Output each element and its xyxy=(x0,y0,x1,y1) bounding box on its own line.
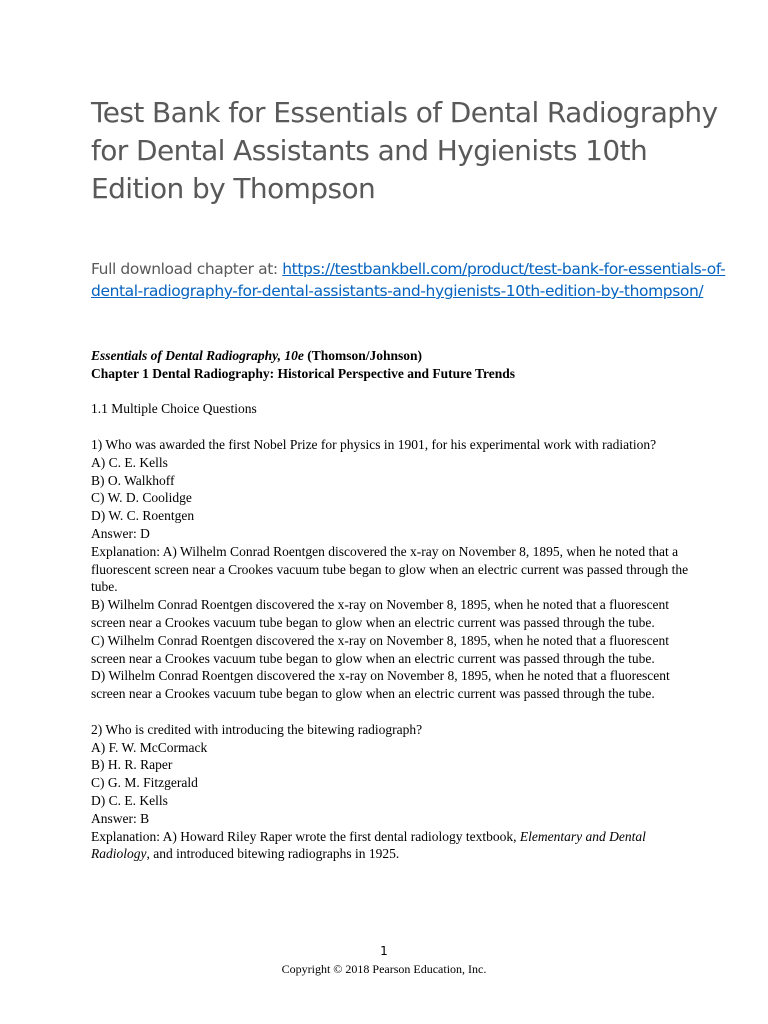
document-title: Test Bank for Essentials of Dental Radiography for Dental Assistants and Hygienists 10th Edition by Thompson xyxy=(91,96,718,205)
q1-explanation-c: C) Wilhelm Conrad Roentgen discovered the x-ray on November 8, 1895, when he noted that a fluorescent screen near a Crookes vacuum tube began to glow when an electric current was passed through the tube. xyxy=(91,632,670,666)
q2-option-a: A) F. W. McCormack xyxy=(91,739,208,755)
page-number: 1 xyxy=(380,944,388,958)
book-header xyxy=(91,347,691,365)
document-body xyxy=(91,347,691,863)
q2-explanation xyxy=(91,828,691,864)
q1-option-b: B) O. Walkhoff xyxy=(91,472,175,488)
chapter-heading: Chapter 1 Dental Radiography: Historical Perspective and Future Trends xyxy=(91,365,515,381)
q1-option-c: C) W. D. Coolidge xyxy=(91,490,192,506)
q1-option-d: D) W. C. Roentgen xyxy=(91,508,195,524)
q2-option-b: B) H. R. Raper xyxy=(91,757,173,773)
download-link[interactable]: https://testbankbell.com/product/test-bank-for-essentials-of-dental-radiography-for-dental-assistants-and-hygienists-10th-edition-by-thompson/ xyxy=(91,260,726,300)
q2-explanation-book-title: Elementary and Dental Radiology xyxy=(91,828,646,862)
book-title: Essentials of Dental Radiography, 10e xyxy=(91,348,304,363)
q2-explanation-post: , and introduced bitewing radiographs in 1925. xyxy=(146,846,400,862)
q1-explanation-d: D) Wilhelm Conrad Roentgen discovered the x-ray on November 8, 1895, when he noted that a fluorescent screen near a Crookes vacuum tube began to glow when an electric current was passed through the tube. xyxy=(91,668,670,702)
book-authors: (Thomson/Johnson) xyxy=(303,348,423,363)
q2-explanation-pre: Explanation: A) Howard Riley Raper wrote the first dental radiology textbook, xyxy=(91,828,520,844)
section-heading: 1.1 Multiple Choice Questions xyxy=(91,401,257,417)
copyright-notice: Copyright © 2018 Pearson Education, Inc. xyxy=(281,962,487,976)
q1-explanation-b: B) Wilhelm Conrad Roentgen discovered the x-ray on November 8, 1895, when he noted that a fluorescent screen near a Crookes vacuum tube began to glow when an electric current was passed through the tube. xyxy=(91,597,670,630)
q1-option-a: A) C. E. Kells xyxy=(91,454,168,470)
download-label: Full download chapter at: xyxy=(91,260,283,278)
q2-option-d: D) C. E. Kells xyxy=(91,792,168,808)
download-line xyxy=(91,258,731,302)
q1-answer: Answer: D xyxy=(91,525,150,541)
q1-explanation-a: Explanation: A) Wilhelm Conrad Roentgen discovered the x-ray on November 8, 1895, when he noted that a fluorescent screen near a Crookes vacuum tube began to glow when an electric current was passed through the tube. xyxy=(91,543,689,595)
question-1: 1) Who was awarded the first Nobel Prize for physics in 1901, for his experimental work with radiation? xyxy=(91,436,657,452)
question-2: 2) Who is credited with introducing the bitewing radiograph? xyxy=(91,721,423,737)
q2-answer: Answer: B xyxy=(91,810,150,826)
q2-option-c: C) G. M. Fitzgerald xyxy=(91,775,198,791)
